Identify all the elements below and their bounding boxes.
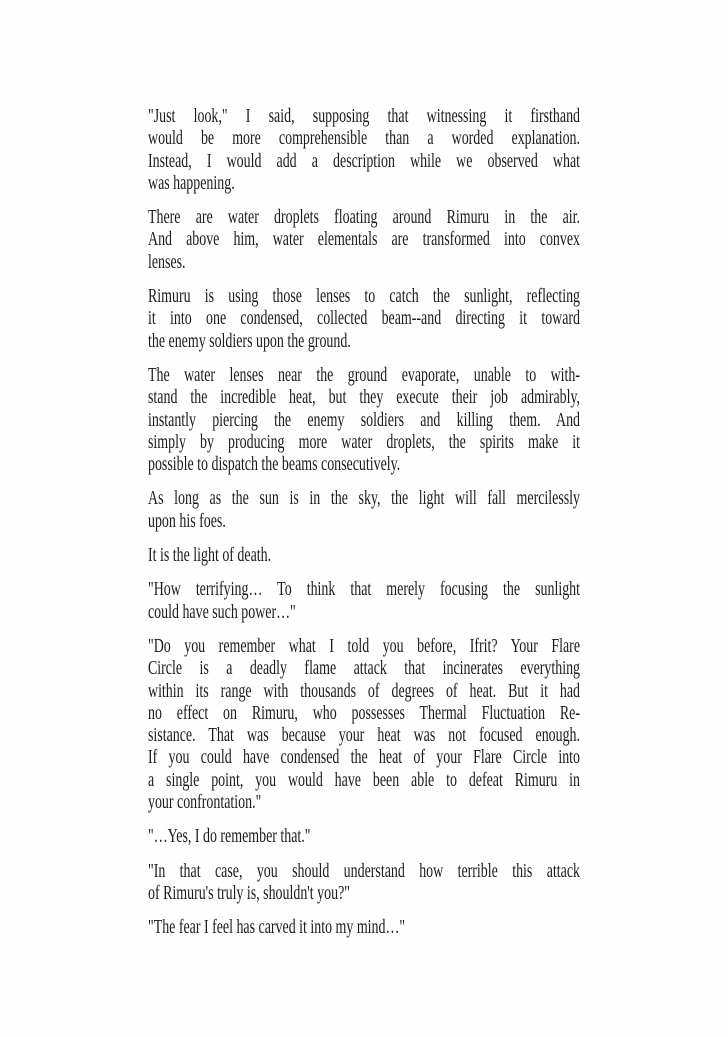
text-line: instantly piercing the enemy soldiers and killing them. And: [148, 408, 581, 431]
text-line: Circle is a deadly flame attack that incinerates everything: [148, 657, 581, 680]
text-line: would be more comprehensible than a worded explanation.: [148, 127, 581, 150]
text-line: "Just look," I said, supposing that witnessing it firsthand: [148, 105, 581, 127]
paragraph: [148, 578, 580, 623]
text-line: possible to dispatch the beams consecutively.: [148, 453, 401, 476]
paragraph: [148, 364, 580, 475]
text-line: sistance. That was because your heat was not focused enough.: [148, 724, 581, 747]
text-line: upon his foes.: [148, 509, 226, 532]
text-line: no effect on Rimuru, who possesses Thermal Fluctuation Re-: [148, 701, 581, 724]
text-line: Rimuru is using those lenses to catch the sunlight, reflecting: [148, 285, 581, 308]
text-line: of Rimuru's truly is, shouldn't you?": [148, 881, 350, 904]
text-line: lenses.: [148, 250, 186, 273]
paragraph: [148, 860, 580, 905]
text-line: was happening.: [148, 171, 235, 194]
text-line: "…Yes, I do remember that.": [148, 825, 311, 848]
text-line: it into one condensed, collected beam--and directing it toward: [148, 307, 581, 330]
text-column: [148, 105, 580, 951]
text-line: your confrontation.": [148, 791, 262, 814]
text-line: simply by producing more water droplets, the spirits make it: [148, 430, 581, 453]
text-line: The water lenses near the ground evaporate, unable to with-: [148, 363, 581, 386]
text-line: As long as the sun is in the sky, the light will fall mercilessly: [148, 487, 581, 510]
text-line: "In that case, you should understand how terrible this attack: [148, 859, 581, 882]
text-line: And above him, water elementals are transformed into convex: [148, 228, 581, 251]
text-line: If you could have condensed the heat of your Flare Circle into: [148, 746, 581, 769]
text-line: There are water droplets floating around Rimuru in the air.: [148, 206, 581, 229]
text-line: the enemy soldiers upon the ground.: [148, 329, 351, 352]
text-line: a single point, you would have been able to defeat Rimuru in: [148, 768, 581, 791]
text-line: could have such power…": [148, 600, 296, 623]
paragraph: [148, 206, 580, 273]
text-line: It is the light of death.: [148, 544, 272, 567]
paragraph: [148, 916, 580, 938]
paragraph: [148, 105, 580, 194]
text-line: "The fear I feel has carved it into my mind…": [148, 916, 406, 939]
paragraph: [148, 825, 580, 847]
text-line: stand the incredible heat, but they execute their job admirably,: [148, 386, 581, 409]
paragraph: [148, 544, 580, 566]
paragraph: [148, 285, 580, 352]
text-line: "Do you remember what I told you before, Ifrit? Your Flare: [148, 634, 581, 657]
text-line: Instead, I would add a description while we observed what: [148, 149, 581, 172]
paragraph: [148, 487, 580, 532]
text-line: within its range with thousands of degrees of heat. But it had: [148, 679, 581, 702]
text-line: "How terrifying… To think that merely focusing the sunlight: [148, 578, 581, 601]
paragraph: [148, 635, 580, 813]
